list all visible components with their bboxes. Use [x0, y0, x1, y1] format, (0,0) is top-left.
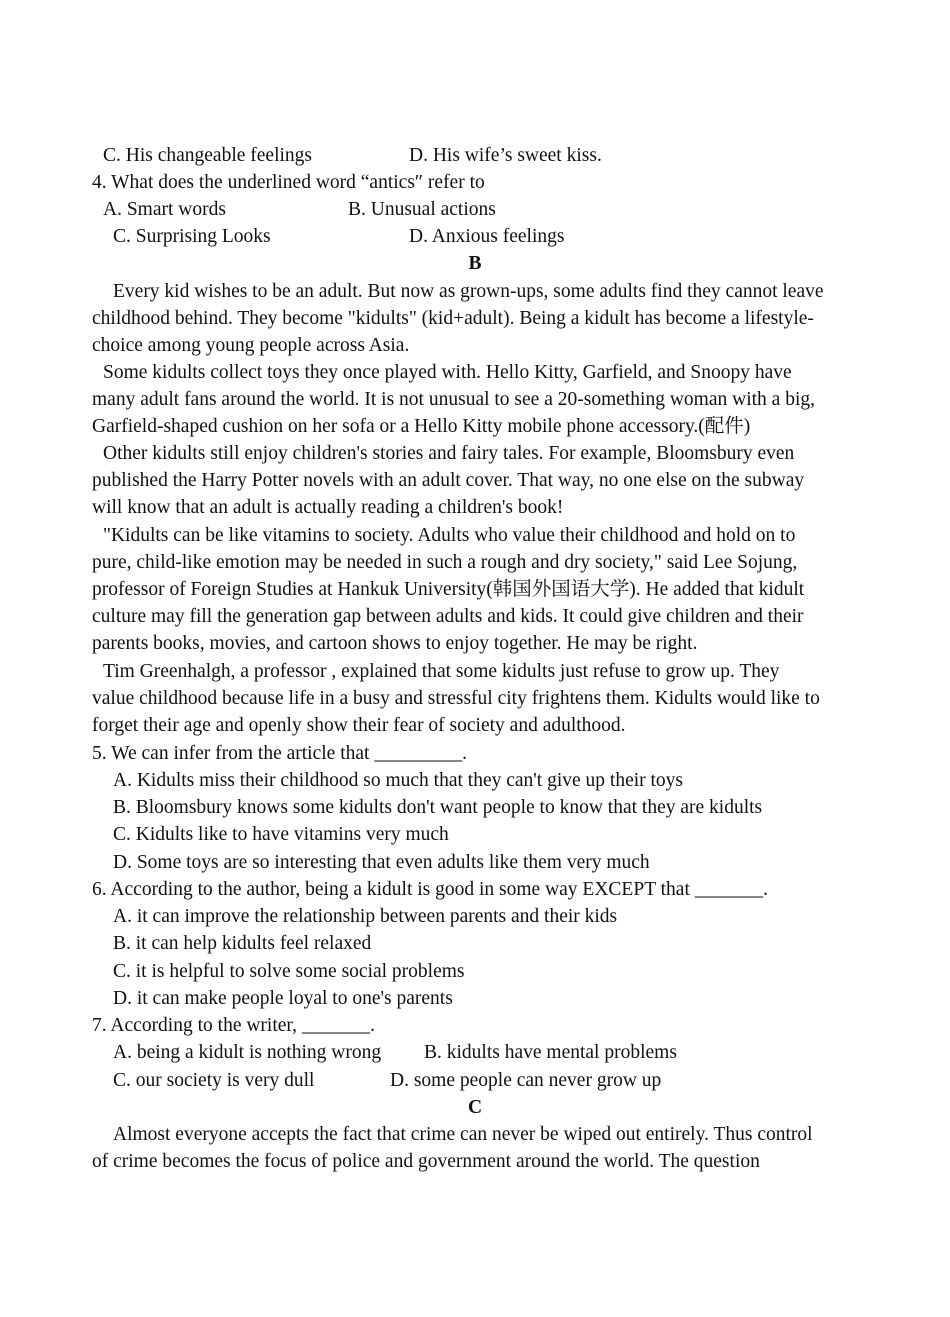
passage-b-line: published the Harry Potter novels with an adult cover. That way, no one else on the subway: [92, 470, 805, 491]
q6-stem: 6. According to the author, being a kidult is good in some way EXCEPT that _______.: [92, 879, 768, 900]
q5-option-d: D. Some toys are so interesting that even adults like them very much: [113, 852, 650, 873]
passage-b-line: Other kidults still enjoy children's stories and fairy tales. For example, Bloomsbury even: [103, 443, 795, 464]
q3-option-c: C. His changeable feelings: [103, 145, 313, 166]
passage-b-line: Every kid wishes to be an adult. But now as grown-ups, some adults find they cannot leave: [113, 281, 824, 302]
q7-option-a: A. being a kidult is nothing wrong: [113, 1042, 382, 1063]
q4-option-a: A. Smart words: [103, 199, 226, 220]
passage-c-line: of crime becomes the focus of police and government around the world. The question: [92, 1151, 760, 1172]
passage-b-line: choice among young people across Asia.: [92, 335, 410, 356]
passage-b-line: Tim Greenhalgh, a professor , explained that some kidults just refuse to grow up. They: [103, 661, 780, 682]
passage-b-line: will know that an adult is actually reading a children's book!: [92, 497, 564, 518]
q7-option-d: D. some people can never grow up: [390, 1070, 662, 1091]
section-b-heading: B: [468, 253, 482, 274]
q7-stem: 7. According to the writer, _______.: [92, 1015, 375, 1036]
passage-b-line: parents books, movies, and cartoon shows to enjoy together. He may be right.: [92, 633, 698, 654]
passage-b-line: Some kidults collect toys they once played with. Hello Kitty, Garfield, and Snoopy have: [103, 362, 792, 383]
passage-b-line: pure, child-like emotion may be needed in such a rough and dry society," said Lee Sojung,: [92, 552, 798, 573]
passage-b-line: childhood behind. They become "kidults" (kid+adult). Being a kidult has become a lifestyle-: [92, 308, 814, 329]
q5-option-a: A. Kidults miss their childhood so much that they can't give up their toys: [113, 770, 684, 791]
passage-b-line: culture may fill the generation gap between adults and kids. It could give children and their: [92, 606, 804, 627]
q5-stem: 5. We can infer from the article that _________.: [92, 743, 467, 764]
section-c-heading: C: [467, 1097, 483, 1118]
passage-b-line: professor of Foreign Studies at Hankuk University(韩国外国语大学). He added that kidult: [92, 579, 805, 600]
q6-option-c: C. it is helpful to solve some social problems: [113, 961, 465, 982]
q4-option-b: B. Unusual actions: [348, 199, 496, 220]
q6-option-a: A. it can improve the relationship between parents and their kids: [113, 906, 618, 927]
q4-option-d: D. Anxious feelings: [409, 226, 565, 247]
passage-b-line: forget their age and openly show their fear of society and adulthood.: [92, 715, 626, 736]
q6-option-d: D. it can make people loyal to one's parents: [113, 988, 453, 1009]
q6-option-b: B. it can help kidults feel relaxed: [113, 933, 372, 954]
passage-b-line: Garfield-shaped cushion on her sofa or a Hello Kitty mobile phone accessory.(配件): [92, 416, 751, 437]
passage-b-line: many adult fans around the world. It is not unusual to see a 20-something woman with a big,: [92, 389, 815, 410]
q4-option-c: C. Surprising Looks: [113, 226, 271, 247]
passage-b-line: value childhood because life in a busy and stressful city frightens them. Kidults would like to: [92, 688, 820, 709]
q5-option-b: B. Bloomsbury knows some kidults don't want people to know that they are kidults: [113, 797, 763, 818]
q7-option-c: C. our society is very dull: [113, 1070, 315, 1091]
passage-c-line: Almost everyone accepts the fact that crime can never be wiped out entirely. Thus control: [113, 1124, 813, 1145]
passage-b-line: "Kidults can be like vitamins to society. Adults who value their childhood and hold on to: [103, 525, 796, 546]
q5-option-c: C. Kidults like to have vitamins very much: [113, 824, 449, 845]
q4-stem: 4. What does the underlined word “antics″ refer to: [92, 172, 485, 193]
q3-option-d: D. His wife’s sweet kiss.: [409, 145, 602, 166]
q7-option-b: B. kidults have mental problems: [424, 1042, 677, 1063]
